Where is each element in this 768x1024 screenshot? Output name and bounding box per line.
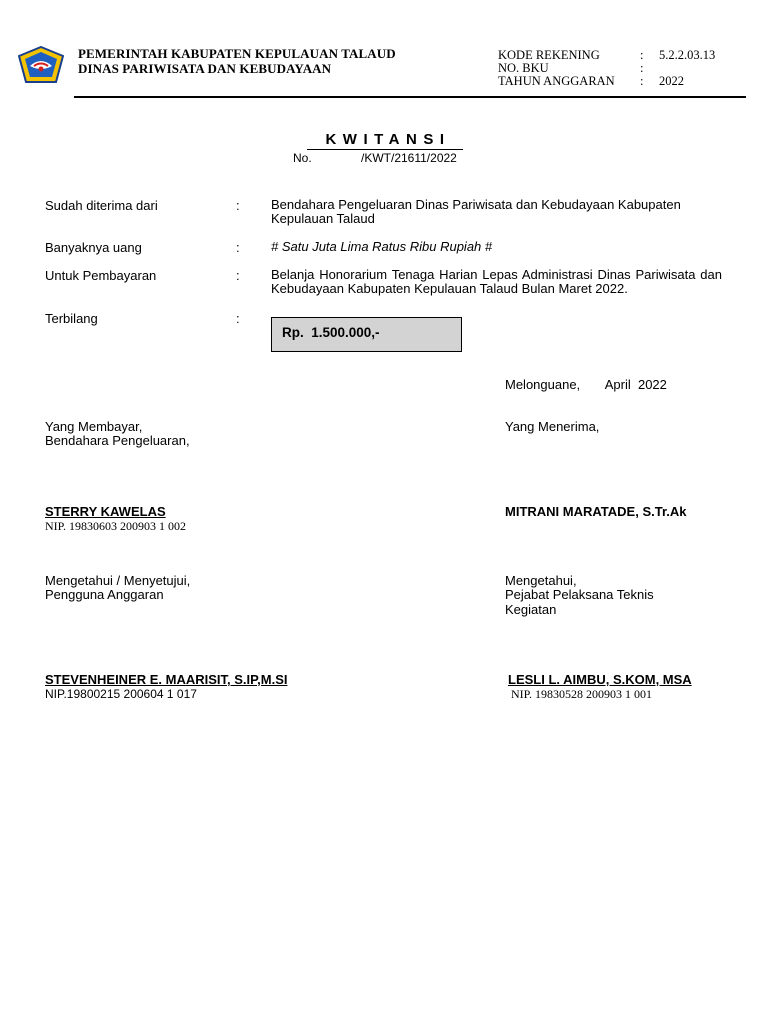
approver-nip: NIP.19800215 200604 1 017: [45, 687, 197, 701]
purpose-label: Untuk Pembayaran: [45, 268, 157, 283]
meta-value-budget-year: 2022: [659, 74, 684, 88]
payer-title: Bendahara Pengeluaran,: [45, 433, 190, 448]
meta-label-account-code: KODE REKENING: [498, 48, 600, 62]
meta-value-account-code: 5.2.2.03.13: [659, 48, 716, 62]
meta-label-budget-year: TAHUN ANGGARAN: [498, 74, 615, 88]
amount-words-value: # Satu Juta Lima Ratus Ribu Rupiah #: [271, 239, 493, 254]
technical-title-cont: Kegiatan: [505, 602, 557, 617]
receiver-name: MITRANI MARATADE, S.Tr.Ak: [505, 504, 687, 519]
technical-title: Pejabat Pelaksana Teknis: [505, 587, 654, 602]
approver-name: STEVENHEINER E. MAARISIT, S.IP,M.SI: [45, 672, 288, 687]
amount-box: [271, 317, 462, 352]
received-from-colon: :: [236, 198, 240, 213]
meta-colon: :: [640, 48, 644, 62]
meta-colon: :: [640, 61, 644, 75]
technical-name: LESLI L. AIMBU, S.KOM, MSA: [508, 672, 692, 687]
amount-words-colon: :: [236, 240, 240, 255]
purpose-value: Belanja Honorarium Tenaga Harian Lepas Administrasi Dinas Pariwisata dan Kebudayaan Kabupaten Kepulauan Talaud Bulan Maret 2022.: [271, 267, 722, 296]
amount-words-label: Banyaknya uang: [45, 240, 142, 255]
approver-title: Pengguna Anggaran: [45, 587, 164, 602]
received-from-label: Sudah diterima dari: [45, 198, 158, 213]
amount-value: Rp. 1.500.000,-: [282, 325, 380, 340]
payer-name: STERRY KAWELAS: [45, 504, 166, 519]
received-from-value: Bendahara Pengeluaran Dinas Pariwisata dan Kebudayaan Kabupaten Kepulauan Talaud: [271, 197, 681, 226]
purpose-colon: :: [236, 268, 240, 283]
org-name-line-2: DINAS PARIWISATA DAN KEBUDAYAAN: [78, 61, 332, 76]
document-number-label: No.: [293, 151, 312, 165]
meta-colon: :: [640, 74, 644, 88]
receiver-role: Yang Menerima,: [505, 419, 600, 434]
technical-role: Mengetahui,: [505, 573, 577, 588]
technical-nip: NIP. 19830528 200903 1 001: [511, 687, 653, 701]
meta-label-bku-number: NO. BKU: [498, 61, 549, 75]
document-title: KWITANSI: [325, 131, 451, 148]
org-name-line-1: PEMERINTAH KABUPATEN KEPULAUAN TALAUD: [78, 46, 396, 61]
amount-label: Terbilang: [45, 311, 98, 326]
header-divider: [74, 96, 746, 98]
document-number-value: /KWT/21611/2022: [361, 151, 457, 165]
title-underline: [307, 149, 463, 150]
approver-role: Mengetahui / Menyetujui,: [45, 573, 191, 588]
place-date: Melonguane, April 2022: [505, 377, 667, 392]
payer-role: Yang Membayar,: [45, 419, 143, 434]
payer-nip: NIP. 19830603 200903 1 002: [45, 519, 187, 533]
regency-emblem-icon: [18, 46, 64, 84]
amount-colon: :: [236, 311, 240, 326]
